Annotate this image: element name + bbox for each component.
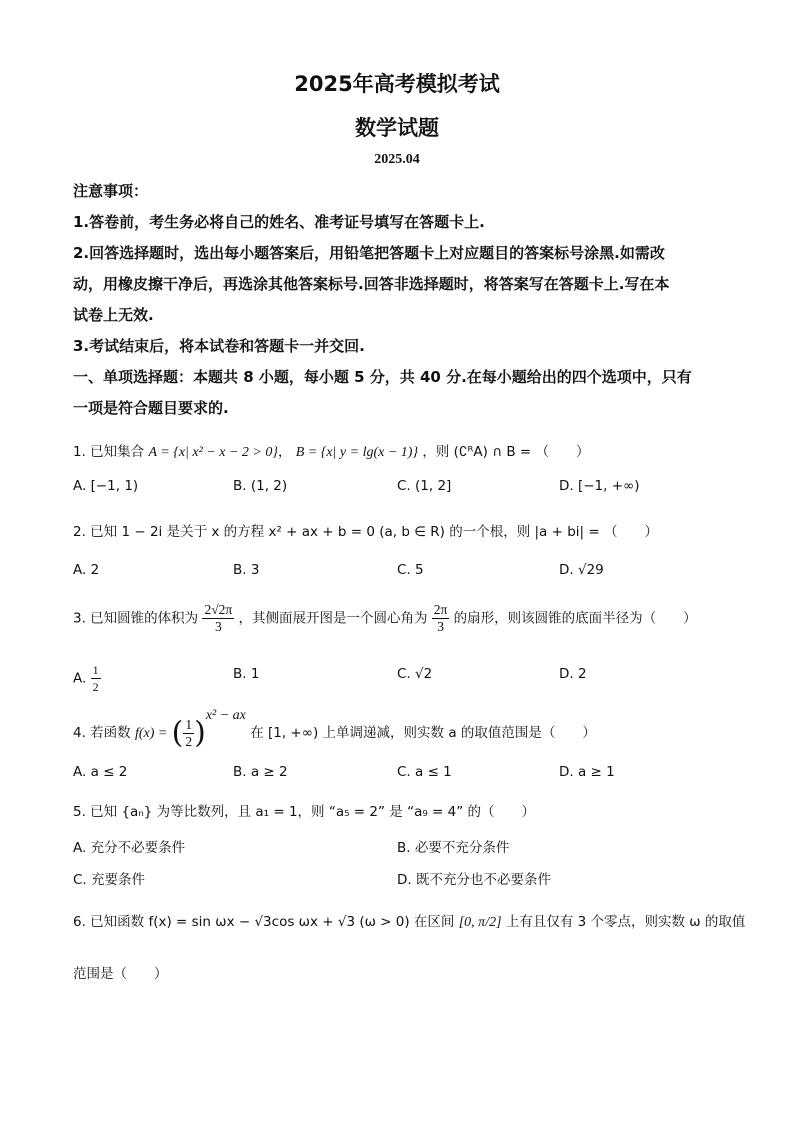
q2-option-d[interactable]: D. √29 xyxy=(559,562,604,578)
q6-stem-b: 上有且仅有 3 个零点，则实数 ω 的取值 xyxy=(505,914,746,930)
q3-angle-fraction xyxy=(432,602,450,635)
notice-item-2-line-3: 试卷上无效. xyxy=(73,306,154,324)
q5-option-b[interactable]: B. 必要不充分条件 xyxy=(397,840,510,856)
q5-option-c[interactable]: C. 充要条件 xyxy=(73,872,146,888)
notice-block xyxy=(73,176,723,424)
q4-option-b[interactable]: B. a ≥ 2 xyxy=(233,764,288,780)
q4-option-d[interactable]: D. a ≥ 1 xyxy=(559,764,615,780)
q3-option-d[interactable]: D. 2 xyxy=(559,666,587,682)
q3-option-a-label: A. xyxy=(73,670,87,687)
q1-option-d[interactable]: D. [−1, +∞) xyxy=(559,478,640,494)
q1-option-a[interactable]: A. [−1, 1) xyxy=(73,478,139,494)
q4-exponent: x² − ax xyxy=(205,708,246,723)
q3-volume-fraction xyxy=(202,602,234,635)
q4-option-a[interactable]: A. a ≤ 2 xyxy=(73,764,128,780)
exam-date: 2025.04 xyxy=(374,152,420,167)
q6-interval: [0, π/2] xyxy=(458,915,502,930)
q5-option-a[interactable]: A. 充分不必要条件 xyxy=(73,840,186,856)
q3-volume-denominator: 3 xyxy=(214,619,222,634)
q3-stem-a: 3. 已知圆锥的体积为 xyxy=(73,610,199,627)
q3-option-a-fraction xyxy=(91,662,101,695)
question-2-options xyxy=(73,562,733,584)
q1-set-a: A = {x| x² − x − 2 > 0} xyxy=(148,445,278,460)
q3-stem-b: ，其侧面展开图是一个圆心角为 xyxy=(238,610,428,627)
q1-stem-tail: ，则 (∁ᴿA) ∩ B = （ ） xyxy=(422,444,590,460)
q4-stem-b: 在 [1, +∞) 上单调递减，则实数 a 的取值范围是（ ） xyxy=(250,725,596,741)
question-3-options xyxy=(73,662,733,692)
q3-stem-c: 的扇形，则该圆锥的底面半径为（ ） xyxy=(453,610,697,627)
question-5-options-row-2 xyxy=(73,868,733,890)
question-3-stem xyxy=(73,602,733,635)
q1-option-b[interactable]: B. (1, 2) xyxy=(233,478,288,494)
q4-base-denominator: 2 xyxy=(185,733,193,749)
q3-option-c[interactable]: C. √2 xyxy=(397,666,433,682)
question-1-options xyxy=(73,478,733,500)
exam-title: 2025年高考模拟考试 xyxy=(294,72,500,96)
q1-set-b: B = {x| y = lg(x − 1)} xyxy=(295,445,419,460)
notice-item-1: 1.答卷前，考生务必将自己的姓名、准考证号填写在答题卡上. xyxy=(73,213,485,231)
question-4-options xyxy=(73,764,733,786)
question-5-options-row-1 xyxy=(73,836,733,858)
q2-option-b[interactable]: B. 3 xyxy=(233,562,260,578)
question-5-stem: 5. 已知 {aₙ} 为等比数列，且 a₁ = 1，则 “a₅ = 2” 是 “a₉ = 4” 的（ ） xyxy=(73,804,536,820)
q4-option-c[interactable]: C. a ≤ 1 xyxy=(397,764,452,780)
question-1-stem: 1. 已知集合 A = {x| x² − x − 2 > 0}， B = {x| y = lg(x − 1)} ，则 (∁ᴿA) ∩ B = （ ） xyxy=(73,444,590,460)
section-1-heading-line-1: 一、单项选择题：本题共 8 小题，每小题 5 分，共 40 分.在每小题给出的四个选项中，只有 xyxy=(73,368,692,386)
q4-function: f(x) = xyxy=(134,726,168,741)
notice-item-2-line-2: 动，用橡皮擦干净后，再选涂其他答案标号.回答非选择题时，将答案写在答题卡上.写在本 xyxy=(73,275,670,293)
notice-item-3: 3.考试结束后，将本试卷和答题卡一并交回. xyxy=(73,337,365,355)
q3-option-a-denominator: 2 xyxy=(92,680,99,694)
q4-stem-a: 4. 若函数 xyxy=(73,725,131,741)
q3-option-b[interactable]: B. 1 xyxy=(233,666,260,682)
q3-volume-numerator: 2√2π xyxy=(204,602,233,617)
q4-base-fraction xyxy=(183,717,194,750)
q3-angle-denominator: 3 xyxy=(437,619,444,634)
question-4-stem xyxy=(73,708,733,751)
notice-heading: 注意事项： xyxy=(73,182,149,200)
notice-item-2-line-1: 2.回答选择题时，选出每小题答案后，用铅笔把答题卡上对应题目的答案标号涂黑.如需改 xyxy=(73,244,665,262)
question-6-stem xyxy=(73,910,746,931)
q5-option-d[interactable]: D. 既不充分也不必要条件 xyxy=(397,872,551,888)
q4-base-numerator: 1 xyxy=(185,716,193,732)
question-2-stem: 2. 已知 1 − 2i 是关于 x 的方程 x² + ax + b = 0 (a, b ∈ R) 的一个根，则 |a + bi| = （ ） xyxy=(73,524,658,540)
q4-right-paren: ) xyxy=(194,715,206,751)
exam-subject: 数学试题 xyxy=(355,116,439,140)
q3-option-a[interactable] xyxy=(73,662,101,695)
section-1-heading-line-2: 一项是符合题目要求的. xyxy=(73,399,229,417)
q2-option-c[interactable]: C. 5 xyxy=(397,562,424,578)
q3-option-a-numerator: 1 xyxy=(92,663,99,677)
question-6-stem-line-2: 范围是（ ） xyxy=(73,966,168,982)
q1-stem-text: 1. 已知集合 xyxy=(73,444,145,460)
q4-left-paren: ( xyxy=(171,715,184,751)
q2-option-a[interactable]: A. 2 xyxy=(73,562,100,578)
q6-stem-a: 6. 已知函数 f(x) = sin ωx − √3cos ωx + √3 (ω > 0) 在区间 xyxy=(73,914,455,930)
q3-angle-numerator: 2π xyxy=(433,602,448,617)
q1-option-c[interactable]: C. (1, 2] xyxy=(397,478,452,494)
